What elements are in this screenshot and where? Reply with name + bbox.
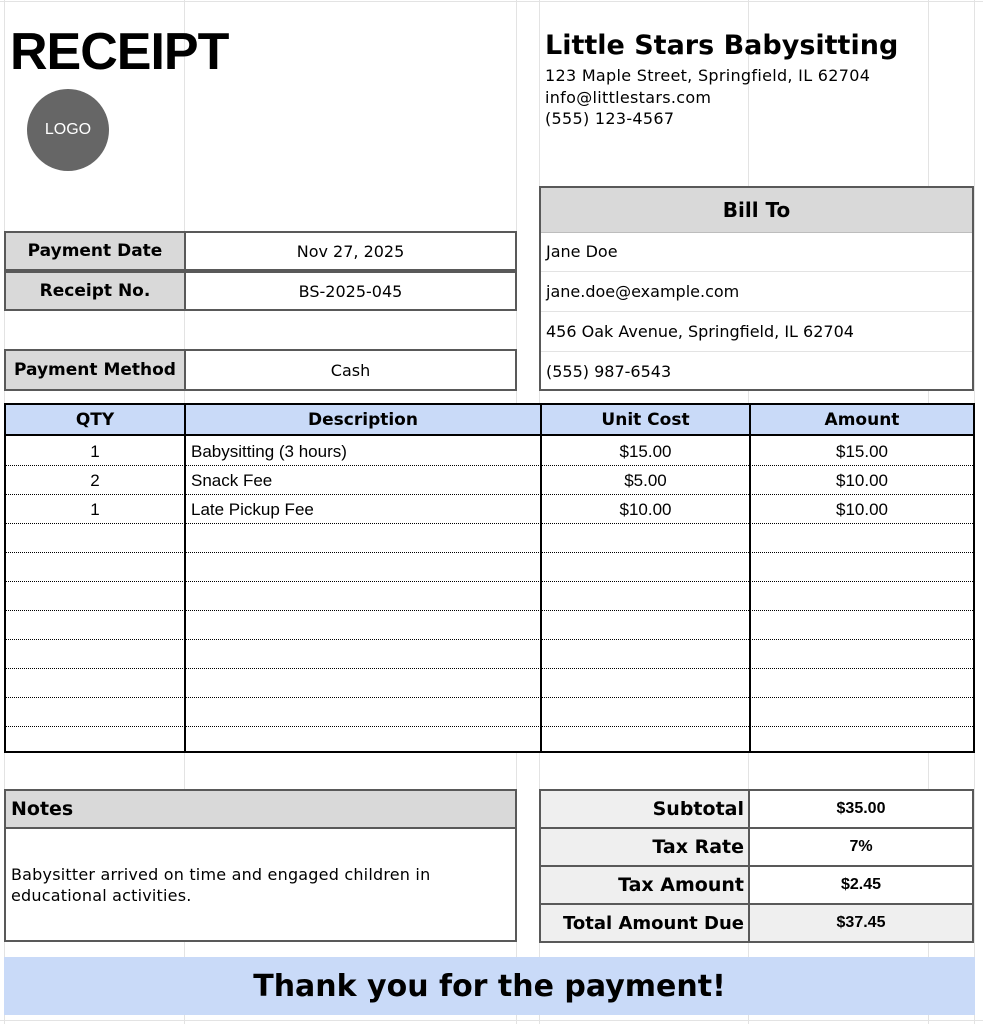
table-cell-qty[interactable]: 2 xyxy=(90,470,100,490)
payment-date-label: Payment Date xyxy=(4,231,186,271)
tax-amount-label: Tax Amount xyxy=(539,865,750,905)
column-header-description: Description xyxy=(308,409,418,430)
payment-date-value[interactable]: Nov 27, 2025 xyxy=(184,231,517,271)
logo-placeholder xyxy=(27,89,109,171)
notes-heading: Notes xyxy=(4,789,517,829)
subtotal-label: Subtotal xyxy=(539,789,750,829)
tax-rate-label: Tax Rate xyxy=(539,827,750,867)
bill-to-section xyxy=(539,186,974,391)
company-email: info@littlestars.com xyxy=(545,88,712,107)
logo-text: LOGO xyxy=(44,121,92,138)
table-cell-qty[interactable]: 1 xyxy=(90,441,100,461)
column-header-qty: QTY xyxy=(75,409,115,430)
bill-to-phone[interactable]: (555) 987-6543 xyxy=(546,361,672,381)
payment-method-label: Payment Method xyxy=(4,349,186,391)
table-row-separator xyxy=(6,697,973,698)
bill-to-name[interactable]: Jane Doe xyxy=(541,232,972,272)
bill-to-address[interactable]: 456 Oak Avenue, Springfield, IL 62704 xyxy=(541,312,972,352)
bill-to-email[interactable]: jane.doe@example.com xyxy=(541,272,972,312)
table-cell-description[interactable]: Babysitting (3 hours) xyxy=(191,441,347,461)
table-row-separator xyxy=(6,668,973,669)
receipt-title: RECEIPT xyxy=(10,23,229,81)
table-row-separator xyxy=(6,639,973,640)
thank-you-banner: Thank you for the payment! xyxy=(4,957,975,1015)
tax-rate-value[interactable]: 7% xyxy=(748,827,974,867)
receipt-number-value[interactable]: BS-2025-045 xyxy=(184,271,517,311)
column-header-unit-cost: Unit Cost xyxy=(601,409,690,430)
table-cell-amount[interactable]: $15.00 xyxy=(836,441,888,461)
total-amount-due-value[interactable]: $37.45 xyxy=(748,903,974,943)
table-cell-amount[interactable]: $10.00 xyxy=(836,470,888,490)
table-row-separator xyxy=(6,581,973,582)
column-header-amount: Amount xyxy=(824,409,900,430)
table-cell-description[interactable]: Late Pickup Fee xyxy=(191,499,314,519)
table-row-separator xyxy=(6,726,973,727)
company-name: Little Stars Babysitting xyxy=(545,30,899,61)
tax-amount-value[interactable]: $2.45 xyxy=(748,865,974,905)
table-cell-unit-cost[interactable]: $10.00 xyxy=(619,499,672,519)
company-address: 123 Maple Street, Springfield, IL 62704 xyxy=(545,66,871,85)
table-cell-amount[interactable]: $10.00 xyxy=(836,499,888,519)
table-row-separator xyxy=(6,552,973,553)
total-amount-due-label: Total Amount Due xyxy=(539,903,750,943)
bill-to-heading: Bill To xyxy=(541,188,972,233)
table-cell-unit-cost[interactable]: $5.00 xyxy=(624,470,667,490)
receipt-number-label: Receipt No. xyxy=(4,271,186,311)
payment-method-value[interactable]: Cash xyxy=(184,349,517,391)
table-row-separator xyxy=(6,610,973,611)
items-table xyxy=(4,403,975,753)
table-cell-qty[interactable]: 1 xyxy=(90,499,100,519)
notes-text[interactable]: Babysitter arrived on time and engaged children in educational activities. xyxy=(4,827,517,942)
company-phone: (555) 123-4567 xyxy=(545,109,675,128)
table-cell-description[interactable]: Snack Fee xyxy=(191,470,273,490)
subtotal-value[interactable]: $35.00 xyxy=(748,789,974,829)
table-cell-unit-cost[interactable]: $15.00 xyxy=(619,441,672,461)
